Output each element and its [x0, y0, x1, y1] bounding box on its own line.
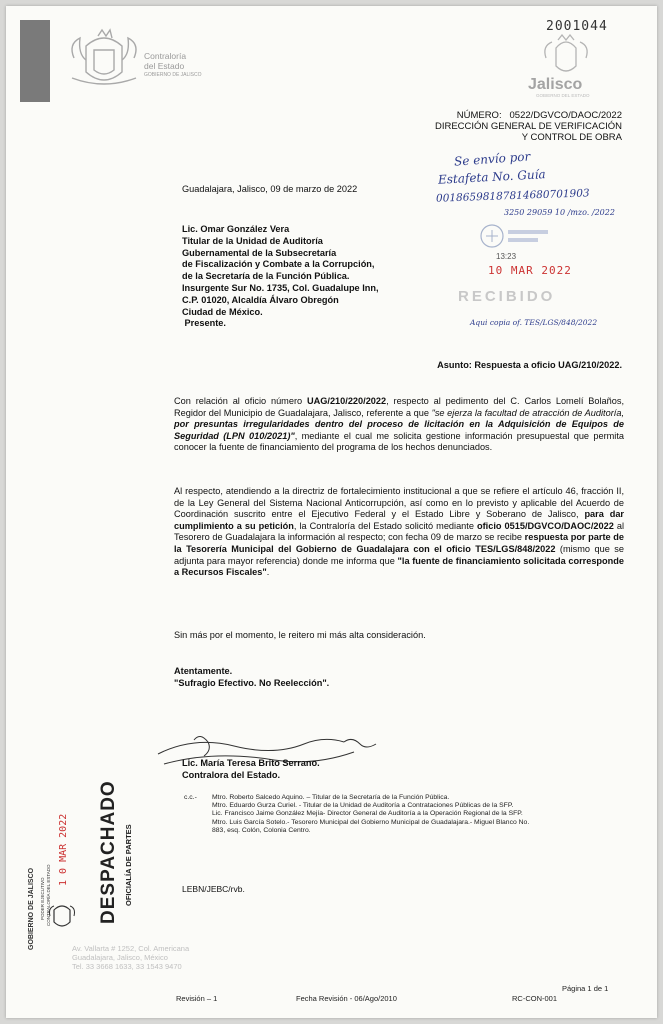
address-line: Av. Vallarta # 1252, Col. Americana [72, 944, 190, 953]
sufragio-line: "Sufragio Efectivo. No Reelección". [174, 678, 330, 688]
cc-item: Mtro. Luis García Sotelo.- Tesorero Municipal del Gobierno Municipal de Guadalajara.- Miguel Blanco No. [212, 818, 530, 826]
side-stamp-contraloria: CONTRALORÍA DEL ESTADO [46, 864, 51, 926]
org-address [72, 944, 189, 971]
handwritten-note: 3250 29059 10 /mzo. /2022 [504, 208, 615, 217]
recipient-line: de la Secretaría de la Función Pública. [182, 271, 350, 282]
direccion-line: Y CONTROL DE OBRA [521, 132, 622, 143]
side-stamp-gobierno: GOBIERNO DE JALISCO [28, 867, 35, 950]
initials: LEBN/JEBC/rvb. [182, 884, 245, 894]
text-run: Al respecto, atendiendo a la directriz de fortalecimiento institucional a que se refiere el artículo 46, fracción II, de la Ley General del Sistema Nacional Anticorrupción, así como en lo previsto y aplicable del Acuerdo de Coordinación suscrito entre el Ejecutivo Federal y el Estado Libre y Soberano de Jalisco, [174, 486, 624, 520]
atentamente: Atentamente. [174, 666, 233, 676]
stamp-number: 2001044 [546, 19, 608, 34]
recipient-line: Lic. Omar González Vera [182, 224, 290, 234]
text-run-italic: "se ejerza la facultad de atracción de Auditoría, [431, 407, 624, 418]
place-date: Guadalajara, Jalisco, 09 de marzo de 2022 [182, 184, 358, 194]
recipient-block [182, 224, 379, 330]
body-paragraph-1 [174, 396, 624, 454]
address-line: Guadalajara, Jalisco, México [72, 953, 168, 962]
org-name-line: del Estado [144, 60, 185, 71]
text-run-bold: UAG/210/220/2022 [306, 396, 387, 406]
jalisco-coat-of-arms-logo [66, 28, 142, 92]
handwritten-note: 00186598187814680701903 [435, 187, 590, 205]
text-run: . [266, 567, 270, 578]
brand-sub-right: GOBIERNO DEL ESTADO [536, 93, 590, 98]
recipient-line: Titular de la Unidad de Auditoría [182, 235, 323, 246]
scan-edge-bar [20, 20, 50, 102]
side-stamp-date: 1 0 MAR 2022 [58, 813, 69, 886]
page-number: Página 1 de 1 [562, 984, 609, 993]
cc-list [212, 794, 632, 835]
text-run-bold-italic: por presuntas irregularidades dentro del proceso de licitación en la Adquisición de Equipos de Seguridad (LPN 010/2021)" [174, 419, 624, 441]
cc-item: Mtro. Eduardo Gurza Curiel. - Titular de la Unidad de Auditoría a Contrataciones Públicas de la SFP. [212, 802, 514, 810]
side-stamp-oficialia: OFICIALÍA DE PARTES [124, 824, 133, 906]
org-name-line: Contraloría [144, 51, 187, 61]
footer-code: RC-CON-001 [512, 994, 558, 1003]
text-run: , respecto al pedimento del C. Carlos Lomelí Bolaños, Regidor del Municipio de Guadalajara, Jalisco, referente a que [174, 396, 624, 418]
numero-label: NÚMERO: [456, 110, 502, 121]
text-run-bold: respuesta por parte de la Tesorería Municipal del Gobierno de Guadalajara con el oficio TES/LGS/848/2022 [174, 532, 624, 554]
document-reference [366, 110, 622, 143]
cc-item: Mtro. Roberto Salcedo Aquino. – Titular de la Secretaría de la Función Pública. [212, 794, 450, 801]
body-paragraph-2 [174, 486, 624, 579]
signer-title: Contralora del Estado. [182, 770, 281, 780]
text-run: (mismo que se adjunta para mayor referencia) donde me informa que [174, 543, 624, 566]
document-page [6, 6, 657, 1018]
text-run: Con relación al oficio número [174, 396, 307, 406]
recipient-line: C.P. 01020, Alcaldía Álvaro Obregón [182, 294, 339, 305]
text-run-bold: para dar cumplimiento a su petición [174, 509, 625, 531]
text-run: , la Contraloría del Estado solicitó mediante [293, 520, 477, 531]
received-date: 10 MAR 2022 [488, 264, 572, 277]
recipient-line: Ciudad de México. [182, 306, 263, 317]
side-stamp-despachado: DESPACHADO [98, 780, 119, 924]
text-run-bold: oficio 0515/DGVCO/DAOC/2022 [477, 520, 614, 531]
handwritten-note: Estafeta No. Guía [437, 167, 546, 187]
address-line: Tel. 33 3668 1633, 33 1543 9470 [72, 962, 182, 971]
cc-label: c.c.- [184, 794, 197, 801]
received-time: 13:23 [496, 252, 517, 261]
text-run-bold: "la fuente de financiamiento solicitada corresponde a Recursos Fiscales" [174, 555, 624, 578]
direccion-line: DIRECCIÓN GENERAL DE VERIFICACIÓN [434, 121, 622, 132]
subject-line: Asunto: Respuesta a oficio UAG/210/2022. [437, 360, 622, 370]
footer-revision-date: Fecha Revisión - 06/Ago/2010 [296, 994, 397, 1003]
signer-name: Lic. María Teresa Brito Serrano. [182, 758, 320, 768]
org-name-sub: GOBIERNO DE JALISCO [144, 72, 202, 78]
side-stamp-seal-icon [46, 902, 78, 932]
recipient-line: Presente. [182, 318, 226, 329]
recipient-line: Gubernamental de la Subsecretaría [182, 247, 337, 258]
closing-line: Sin más por el momento, le reitero mi más alta consideración. [174, 630, 426, 640]
cc-item: 883, esq. Colón, Colonia Centro. [212, 826, 311, 834]
side-stamp-poder: PODER EJECUTIVO [40, 877, 45, 920]
recipient-line: de Fiscalización y Combate a la Corrupción, [182, 259, 375, 270]
numero-line [366, 110, 622, 121]
org-name-left [144, 52, 202, 81]
received-stamp-text: RECIBIDO [458, 288, 556, 305]
footer-revision: Revisión – 1 [176, 994, 218, 1003]
received-stamp-seal-icon [476, 220, 556, 252]
text-run: , mediante el cual me solicita gestione información presupuestal que permita conocer la fuente de financiamiento del programa de los hechos denunciados. [174, 430, 624, 453]
numero-value: 0522/DGVCO/DAOC/2022 [509, 110, 622, 121]
recipient-line: Insurgente Sur No. 1735, Col. Guadalupe Inn, [182, 282, 379, 293]
handwritten-note: Se envío por [453, 149, 531, 169]
jalisco-brand-icon [540, 34, 592, 80]
handwritten-note: Aqui copia of. TES/LGS/848/2022 [470, 318, 598, 327]
cc-item: Lic. Francisco Jaime González Mejía- Director General de Auditoría a la Operación Regional de la SFP. [212, 810, 523, 818]
brand-name-right: Jalisco [528, 76, 583, 93]
text-run: al Tesorero de Guadalajara la información al respecto; con fecha 09 de marzo se recibe [174, 520, 624, 543]
